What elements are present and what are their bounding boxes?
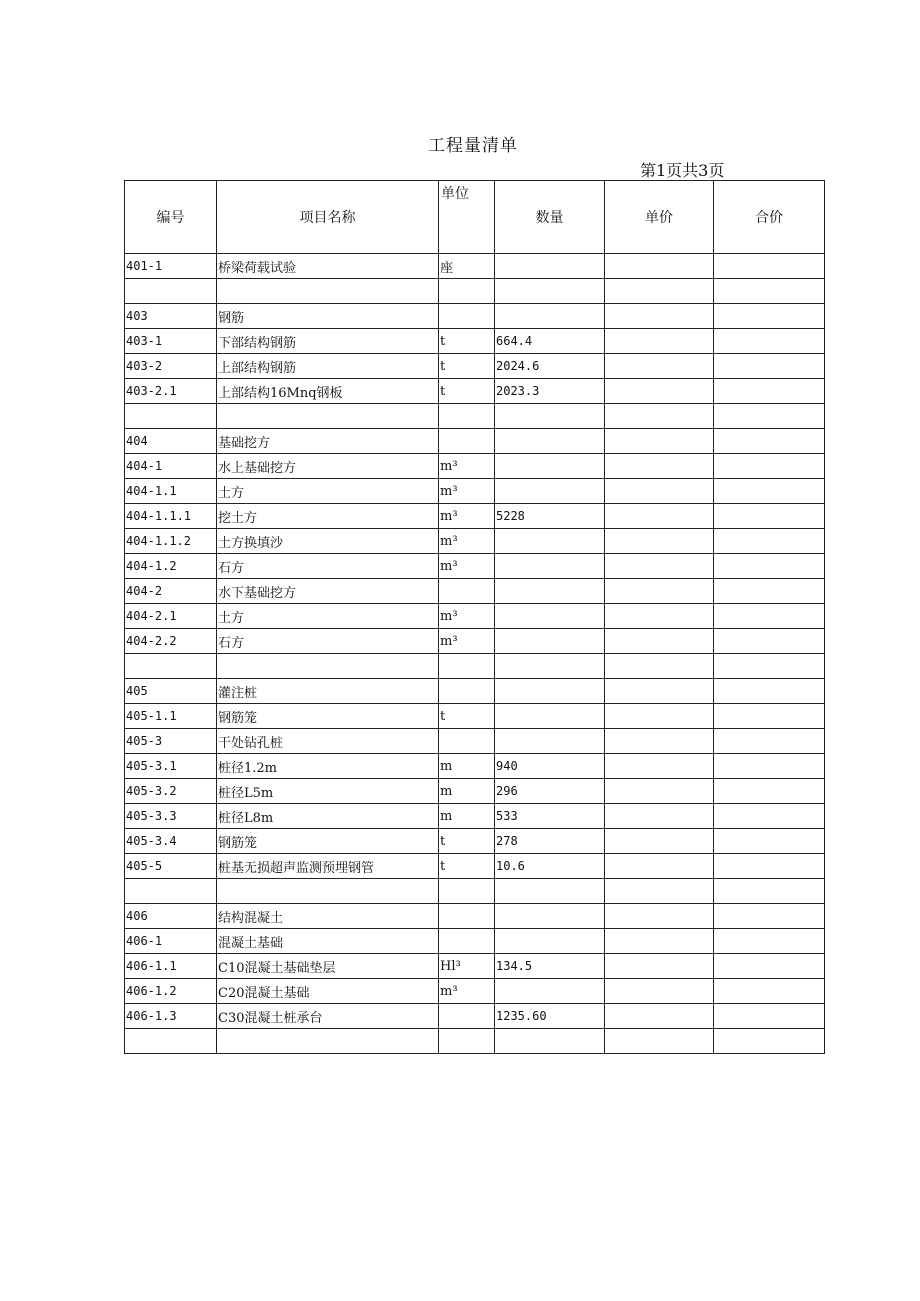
cell-quantity bbox=[495, 529, 605, 554]
cell-unit: m³ bbox=[439, 529, 495, 554]
cell-code: 403-2.1 bbox=[125, 379, 217, 404]
cell-unit-price bbox=[605, 754, 714, 779]
cell-code: 403 bbox=[125, 304, 217, 329]
cell-quantity bbox=[495, 1029, 605, 1054]
cell-unit: t bbox=[439, 379, 495, 404]
cell-item-name bbox=[217, 879, 439, 904]
cell-unit-price bbox=[605, 304, 714, 329]
cell-item-name: 水下基础挖方 bbox=[217, 579, 439, 604]
cell-unit: m³ bbox=[439, 554, 495, 579]
cell-code: 405-3 bbox=[125, 729, 217, 754]
cell-unit bbox=[439, 729, 495, 754]
cell-total-price bbox=[714, 604, 825, 629]
cell-item-name bbox=[217, 404, 439, 429]
bill-of-quantities-table bbox=[124, 180, 825, 1054]
cell-unit: Hl³ bbox=[439, 954, 495, 979]
cell-code: 404-1 bbox=[125, 454, 217, 479]
cell-unit-price bbox=[605, 504, 714, 529]
page-indicator: 第1页共3页 bbox=[640, 161, 725, 180]
cell-quantity bbox=[495, 929, 605, 954]
cell-unit-price bbox=[605, 604, 714, 629]
cell-item-name: 钢筋 bbox=[217, 304, 439, 329]
cell-unit bbox=[439, 404, 495, 429]
cell-unit-price bbox=[605, 954, 714, 979]
cell-unit: m³ bbox=[439, 629, 495, 654]
table-row bbox=[125, 604, 825, 629]
cell-item-name: 上部结构钢筋 bbox=[217, 354, 439, 379]
table-row bbox=[125, 904, 825, 929]
cell-total-price bbox=[714, 679, 825, 704]
cell-unit-price bbox=[605, 904, 714, 929]
table-row bbox=[125, 779, 825, 804]
header-total-price: 合价 bbox=[714, 181, 825, 254]
cell-code: 401-1 bbox=[125, 254, 217, 279]
cell-item-name: 土方 bbox=[217, 479, 439, 504]
cell-unit: t bbox=[439, 854, 495, 879]
cell-item-name: 挖土方 bbox=[217, 504, 439, 529]
cell-unit-price bbox=[605, 579, 714, 604]
table-row bbox=[125, 754, 825, 779]
cell-item-name: 桩基无损超声监测预埋钢管 bbox=[217, 854, 439, 879]
cell-total-price bbox=[714, 329, 825, 354]
table-row bbox=[125, 504, 825, 529]
table-row bbox=[125, 854, 825, 879]
table-row bbox=[125, 454, 825, 479]
cell-total-price bbox=[714, 429, 825, 454]
cell-quantity: 2023.3 bbox=[495, 379, 605, 404]
cell-quantity bbox=[495, 279, 605, 304]
cell-unit bbox=[439, 904, 495, 929]
cell-item-name bbox=[217, 279, 439, 304]
cell-code: 403-1 bbox=[125, 329, 217, 354]
cell-unit-price bbox=[605, 379, 714, 404]
cell-code: 404 bbox=[125, 429, 217, 454]
table-row bbox=[125, 479, 825, 504]
cell-unit: 座 bbox=[439, 254, 495, 279]
cell-code bbox=[125, 879, 217, 904]
cell-item-name: 石方 bbox=[217, 554, 439, 579]
cell-unit bbox=[439, 429, 495, 454]
cell-code: 404-1.2 bbox=[125, 554, 217, 579]
cell-unit-price bbox=[605, 479, 714, 504]
cell-quantity bbox=[495, 479, 605, 504]
cell-quantity bbox=[495, 579, 605, 604]
cell-total-price bbox=[714, 979, 825, 1004]
cell-code: 406 bbox=[125, 904, 217, 929]
cell-code: 405-3.4 bbox=[125, 829, 217, 854]
cell-unit-price bbox=[605, 729, 714, 754]
cell-total-price bbox=[714, 729, 825, 754]
cell-unit-price bbox=[605, 429, 714, 454]
cell-quantity bbox=[495, 429, 605, 454]
table-row bbox=[125, 354, 825, 379]
cell-total-price bbox=[714, 579, 825, 604]
table-row bbox=[125, 404, 825, 429]
cell-quantity: 278 bbox=[495, 829, 605, 854]
cell-code: 404-1.1 bbox=[125, 479, 217, 504]
cell-code: 405-3.1 bbox=[125, 754, 217, 779]
document-title: 工程量清单 bbox=[428, 136, 518, 156]
cell-code bbox=[125, 279, 217, 304]
cell-unit bbox=[439, 579, 495, 604]
cell-item-name bbox=[217, 654, 439, 679]
cell-unit: m bbox=[439, 779, 495, 804]
cell-unit-price bbox=[605, 679, 714, 704]
table-row bbox=[125, 704, 825, 729]
header-unit: 单位 bbox=[439, 181, 495, 254]
cell-unit bbox=[439, 929, 495, 954]
cell-unit-price bbox=[605, 1029, 714, 1054]
table-row bbox=[125, 429, 825, 454]
cell-code: 405-3.3 bbox=[125, 804, 217, 829]
header-code: 编号 bbox=[125, 181, 217, 254]
cell-total-price bbox=[714, 904, 825, 929]
cell-unit bbox=[439, 679, 495, 704]
cell-unit-price bbox=[605, 354, 714, 379]
cell-quantity: 134.5 bbox=[495, 954, 605, 979]
cell-code: 403-2 bbox=[125, 354, 217, 379]
cell-item-name: 下部结构钢筋 bbox=[217, 329, 439, 354]
cell-total-price bbox=[714, 854, 825, 879]
cell-total-price bbox=[714, 529, 825, 554]
cell-item-name bbox=[217, 1029, 439, 1054]
cell-total-price bbox=[714, 304, 825, 329]
cell-unit-price bbox=[605, 704, 714, 729]
cell-total-price bbox=[714, 379, 825, 404]
cell-unit: m bbox=[439, 804, 495, 829]
cell-unit-price bbox=[605, 329, 714, 354]
cell-item-name: 石方 bbox=[217, 629, 439, 654]
cell-code: 406-1.3 bbox=[125, 1004, 217, 1029]
table-row bbox=[125, 254, 825, 279]
cell-unit-price bbox=[605, 879, 714, 904]
cell-code: 405 bbox=[125, 679, 217, 704]
table-row bbox=[125, 679, 825, 704]
cell-quantity: 940 bbox=[495, 754, 605, 779]
cell-quantity: 5228 bbox=[495, 504, 605, 529]
cell-total-price bbox=[714, 954, 825, 979]
table-row bbox=[125, 654, 825, 679]
cell-code: 404-2.2 bbox=[125, 629, 217, 654]
table-row bbox=[125, 929, 825, 954]
table-row bbox=[125, 629, 825, 654]
cell-unit-price bbox=[605, 979, 714, 1004]
cell-quantity: 2024.6 bbox=[495, 354, 605, 379]
cell-quantity bbox=[495, 304, 605, 329]
table-row bbox=[125, 379, 825, 404]
cell-unit-price bbox=[605, 279, 714, 304]
cell-quantity bbox=[495, 454, 605, 479]
table-row bbox=[125, 554, 825, 579]
table-row bbox=[125, 304, 825, 329]
cell-item-name: 灌注桩 bbox=[217, 679, 439, 704]
cell-item-name: 钢筋笼 bbox=[217, 829, 439, 854]
cell-unit-price bbox=[605, 554, 714, 579]
cell-unit-price bbox=[605, 779, 714, 804]
cell-item-name: 桩径L8m bbox=[217, 804, 439, 829]
cell-item-name: 上部结构16Mnq钢板 bbox=[217, 379, 439, 404]
cell-quantity bbox=[495, 404, 605, 429]
cell-quantity bbox=[495, 629, 605, 654]
cell-code: 405-5 bbox=[125, 854, 217, 879]
header-quantity: 数量 bbox=[495, 181, 605, 254]
cell-unit bbox=[439, 1004, 495, 1029]
cell-code bbox=[125, 404, 217, 429]
cell-item-name: 土方 bbox=[217, 604, 439, 629]
cell-total-price bbox=[714, 354, 825, 379]
cell-unit-price bbox=[605, 1004, 714, 1029]
table-row bbox=[125, 529, 825, 554]
cell-item-name: 干处钻孔桩 bbox=[217, 729, 439, 754]
table-row bbox=[125, 829, 825, 854]
cell-total-price bbox=[714, 454, 825, 479]
cell-total-price bbox=[714, 1004, 825, 1029]
cell-quantity bbox=[495, 879, 605, 904]
cell-total-price bbox=[714, 404, 825, 429]
cell-quantity: 533 bbox=[495, 804, 605, 829]
cell-unit: m³ bbox=[439, 979, 495, 1004]
cell-unit: t bbox=[439, 354, 495, 379]
cell-code: 406-1.1 bbox=[125, 954, 217, 979]
cell-quantity: 296 bbox=[495, 779, 605, 804]
cell-unit-price bbox=[605, 854, 714, 879]
cell-code: 405-3.2 bbox=[125, 779, 217, 804]
cell-quantity bbox=[495, 254, 605, 279]
cell-unit-price bbox=[605, 404, 714, 429]
table-row bbox=[125, 1004, 825, 1029]
table-row bbox=[125, 279, 825, 304]
table-header-row bbox=[125, 181, 825, 254]
cell-item-name: 钢筋笼 bbox=[217, 704, 439, 729]
cell-quantity: 664.4 bbox=[495, 329, 605, 354]
cell-code: 404-2.1 bbox=[125, 604, 217, 629]
table-row bbox=[125, 804, 825, 829]
cell-unit: m³ bbox=[439, 504, 495, 529]
cell-unit: t bbox=[439, 704, 495, 729]
cell-total-price bbox=[714, 879, 825, 904]
cell-unit bbox=[439, 654, 495, 679]
cell-unit bbox=[439, 879, 495, 904]
cell-quantity bbox=[495, 704, 605, 729]
cell-total-price bbox=[714, 554, 825, 579]
table-row bbox=[125, 979, 825, 1004]
cell-code bbox=[125, 1029, 217, 1054]
cell-item-name: 基础挖方 bbox=[217, 429, 439, 454]
cell-quantity bbox=[495, 679, 605, 704]
cell-unit bbox=[439, 279, 495, 304]
header-item-name: 项目名称 bbox=[217, 181, 439, 254]
cell-total-price bbox=[714, 629, 825, 654]
cell-total-price bbox=[714, 779, 825, 804]
cell-unit: m bbox=[439, 754, 495, 779]
cell-unit: m³ bbox=[439, 604, 495, 629]
cell-code bbox=[125, 654, 217, 679]
table-row bbox=[125, 329, 825, 354]
cell-quantity bbox=[495, 554, 605, 579]
cell-item-name: 桩径1.2m bbox=[217, 754, 439, 779]
cell-item-name: C10混凝土基础垫层 bbox=[217, 954, 439, 979]
cell-unit-price bbox=[605, 454, 714, 479]
cell-total-price bbox=[714, 929, 825, 954]
cell-code: 406-1 bbox=[125, 929, 217, 954]
cell-total-price bbox=[714, 829, 825, 854]
cell-total-price bbox=[714, 279, 825, 304]
cell-quantity: 1235.60 bbox=[495, 1004, 605, 1029]
cell-total-price bbox=[714, 754, 825, 779]
cell-unit-price bbox=[605, 804, 714, 829]
cell-unit-price bbox=[605, 929, 714, 954]
cell-unit: t bbox=[439, 829, 495, 854]
cell-unit-price bbox=[605, 829, 714, 854]
cell-quantity bbox=[495, 904, 605, 929]
cell-code: 404-2 bbox=[125, 579, 217, 604]
table-row bbox=[125, 1029, 825, 1054]
cell-unit: t bbox=[439, 329, 495, 354]
cell-unit bbox=[439, 304, 495, 329]
cell-unit-price bbox=[605, 254, 714, 279]
cell-unit: m³ bbox=[439, 454, 495, 479]
cell-total-price bbox=[714, 479, 825, 504]
cell-item-name: 混凝土基础 bbox=[217, 929, 439, 954]
cell-total-price bbox=[714, 504, 825, 529]
cell-unit bbox=[439, 1029, 495, 1054]
cell-quantity bbox=[495, 729, 605, 754]
cell-total-price bbox=[714, 804, 825, 829]
cell-item-name: 结构混凝土 bbox=[217, 904, 439, 929]
cell-total-price bbox=[714, 654, 825, 679]
cell-item-name: 水上基础挖方 bbox=[217, 454, 439, 479]
cell-total-price bbox=[714, 1029, 825, 1054]
cell-code: 406-1.2 bbox=[125, 979, 217, 1004]
cell-item-name: C20混凝土基础 bbox=[217, 979, 439, 1004]
cell-quantity bbox=[495, 604, 605, 629]
table-row bbox=[125, 879, 825, 904]
cell-code: 404-1.1.1 bbox=[125, 504, 217, 529]
cell-item-name: C30混凝土桩承台 bbox=[217, 1004, 439, 1029]
header-unit-price: 单价 bbox=[605, 181, 714, 254]
cell-unit-price bbox=[605, 629, 714, 654]
cell-item-name: 桩径L5m bbox=[217, 779, 439, 804]
table-row bbox=[125, 954, 825, 979]
cell-quantity bbox=[495, 979, 605, 1004]
cell-total-price bbox=[714, 254, 825, 279]
cell-unit-price bbox=[605, 654, 714, 679]
cell-code: 404-1.1.2 bbox=[125, 529, 217, 554]
cell-quantity bbox=[495, 654, 605, 679]
cell-unit: m³ bbox=[439, 479, 495, 504]
cell-total-price bbox=[714, 704, 825, 729]
cell-quantity: 10.6 bbox=[495, 854, 605, 879]
table-row bbox=[125, 729, 825, 754]
table-row bbox=[125, 579, 825, 604]
cell-item-name: 桥梁荷载试验 bbox=[217, 254, 439, 279]
cell-code: 405-1.1 bbox=[125, 704, 217, 729]
cell-unit-price bbox=[605, 529, 714, 554]
cell-item-name: 土方换填沙 bbox=[217, 529, 439, 554]
